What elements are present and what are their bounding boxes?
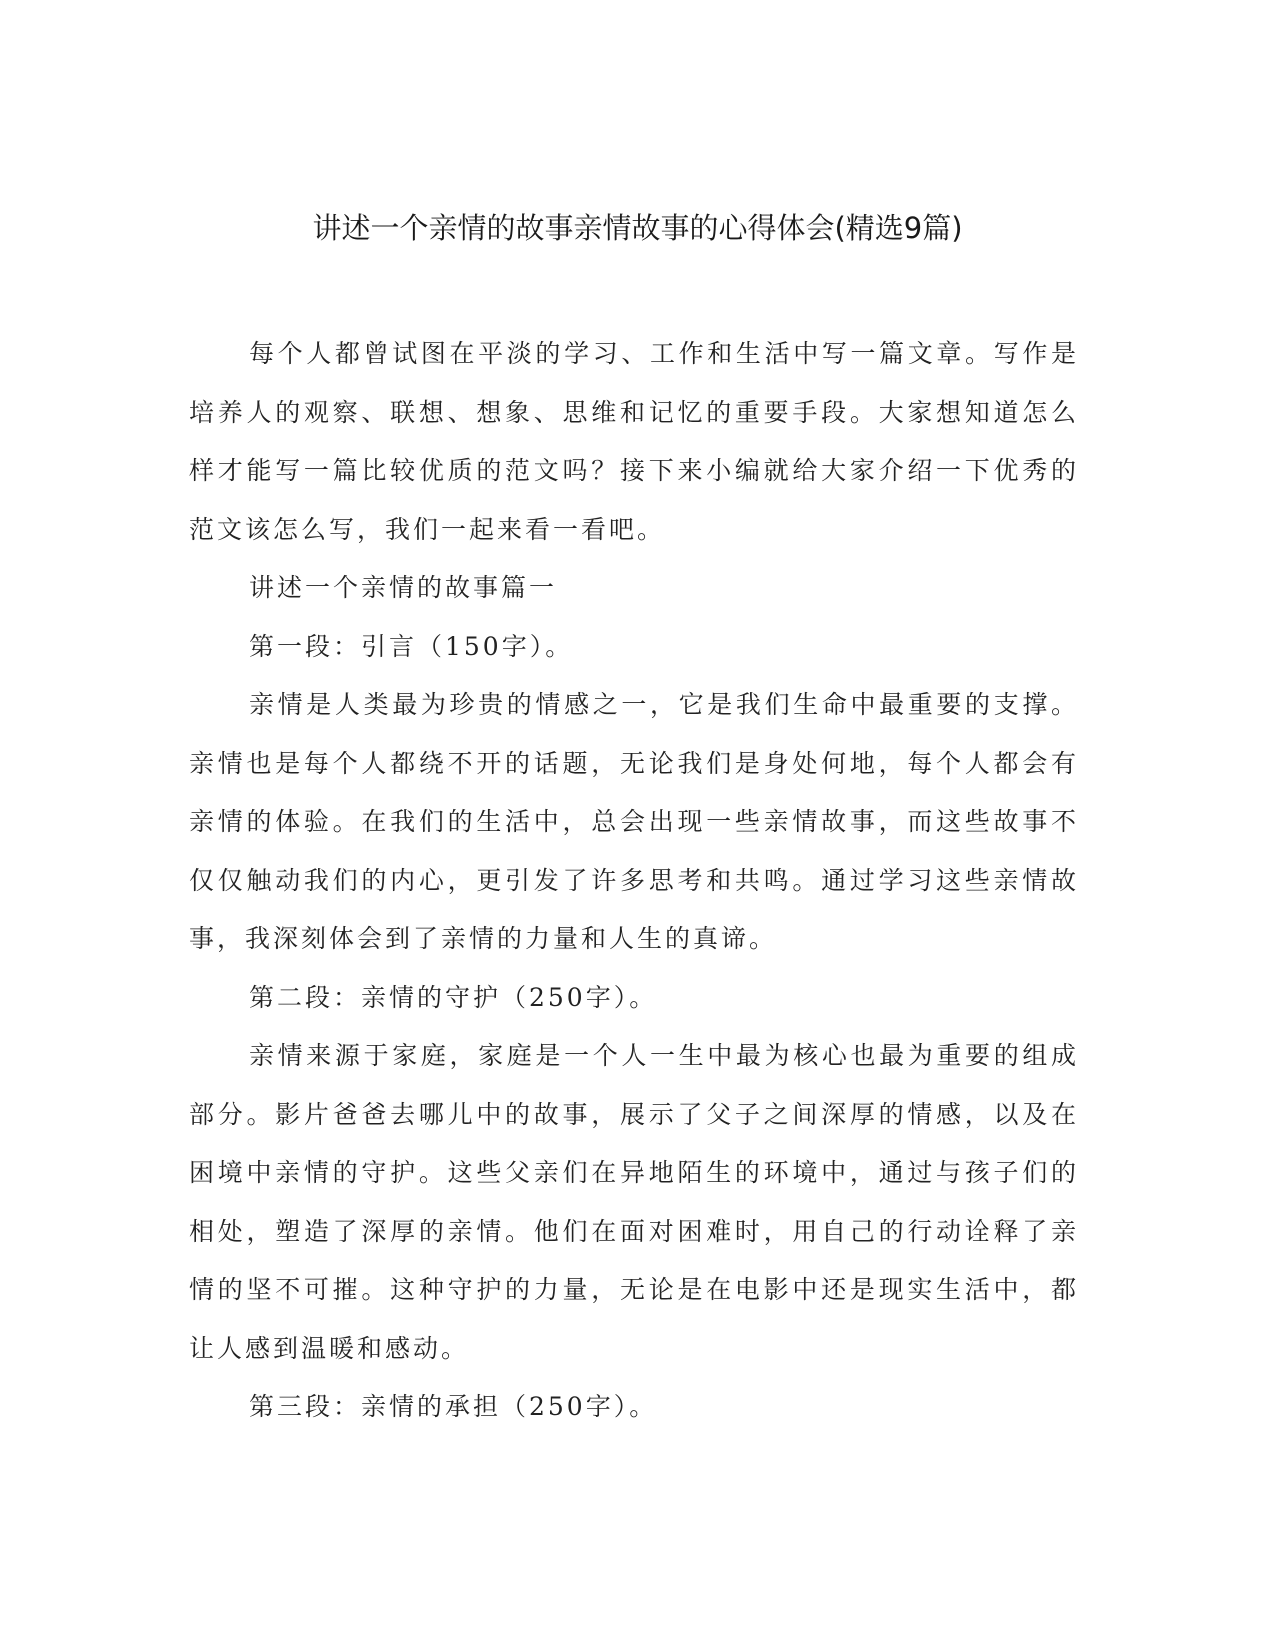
paragraph: 亲情来源于家庭，家庭是一个人一生中最为核心也最为重要的组成部分。影片爸爸去哪儿中的故事，展示了父子之间深厚的情感，以及在困境中亲情的守护。这些父亲们在异地陌生的环境中，通过与孩子们的相处，塑造了深厚的亲情。他们在面对困难时，用自己的行动诠释了亲情的坚不可摧。这种守护的力量，无论是在电影中还是现实生活中，都让人感到温暖和感动。: [189, 1041, 1079, 1363]
subsection-heading: 第一段：引言（150字）。: [249, 631, 574, 661]
section-heading: 讲述一个亲情的故事篇一: [249, 573, 558, 602]
paragraph: 亲情是人类最为珍贵的情感之一，它是我们生命中最重要的支撑。亲情也是每个人都绕不开的话题，无论我们是身处何地，每个人都会有亲情的体验。在我们的生活中，总会出现一些亲情故事，而这些故事不仅仅触动我们的内心，更引发了许多思考和共鸣。通过学习这些亲情故事，我深刻体会到了亲情的力量和人生的真谛。: [189, 690, 1079, 953]
document-body: [189, 325, 1079, 1437]
subsection-heading: 第三段：亲情的承担（250字）。: [249, 1392, 658, 1421]
subsection-heading: 第二段：亲情的守护（250字）。: [249, 982, 658, 1012]
document-title: 讲述一个亲情的故事亲情故事的心得体会(精选9篇): [312, 211, 963, 245]
paragraph-intro: 每个人都曾试图在平淡的学习、工作和生活中写一篇文章。写作是培养人的观察、联想、想象、思维和记忆的重要手段。大家想知道怎么样才能写一篇比较优质的范文吗？接下来小编就给大家介绍一下优秀的范文该怎么写，我们一起来看一看吧。: [189, 339, 1079, 544]
